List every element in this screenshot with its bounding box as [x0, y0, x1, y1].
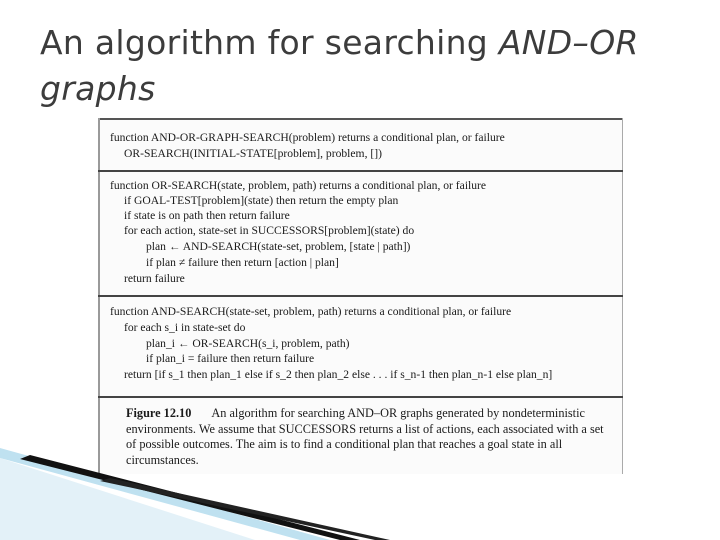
pseudocode-line: if GOAL-TEST[problem](state) then return the empty plan: [124, 194, 399, 207]
pseudocode-line: if state is on path then return failure: [124, 209, 290, 222]
swoosh-light-band: [0, 458, 255, 540]
pseudocode-line: for each s_i in state-set do: [124, 321, 246, 334]
pseudocode-line: OR-SEARCH(INITIAL-STATE[problem], problem, []): [124, 147, 382, 160]
figure-caption-text: An algorithm for searching AND–OR graphs generated by nondeterministic environments. We assume that SUCCESSORS returns a list of actions, each associated with a set of possible outcomes. The aim is to find a conditional plan that reaches a goal state in all circumstances.: [126, 406, 604, 467]
figure-caption-label: Figure 12.10: [126, 406, 192, 420]
pseudocode-line: function AND-OR-GRAPH-SEARCH(problem) returns a conditional plan, or failure: [110, 131, 505, 144]
pseudocode-line: if plan_i = failure then return failure: [146, 352, 315, 365]
pseudocode-line: plan ← AND-SEARCH(state-set, problem, [state | path]): [146, 240, 411, 253]
pseudocode-line: function AND-SEARCH(state-set, problem, path) returns a conditional plan, or failure: [110, 305, 512, 318]
pseudocode-line: if plan ≠ failure then return [action | plan]: [146, 256, 339, 269]
slide-title-prefix: An algorithm for searching: [40, 23, 499, 62]
pseudocode-line: plan_i ← OR-SEARCH(s_i, problem, path): [146, 337, 350, 350]
pseudocode-line: return [if s_1 then plan_1 else if s_2 then plan_2 else . . . if s_n-1 then plan_n-1 else plan_n]: [124, 368, 553, 381]
pseudocode-line: for each action, state-set in SUCCESSORS[problem](state) do: [124, 224, 415, 237]
pseudocode-line: function OR-SEARCH(state, problem, path) returns a conditional plan, or failure: [110, 179, 487, 192]
pseudocode-line: return failure: [124, 272, 185, 285]
slide-title-italic: AND–OR graphs: [40, 23, 639, 108]
